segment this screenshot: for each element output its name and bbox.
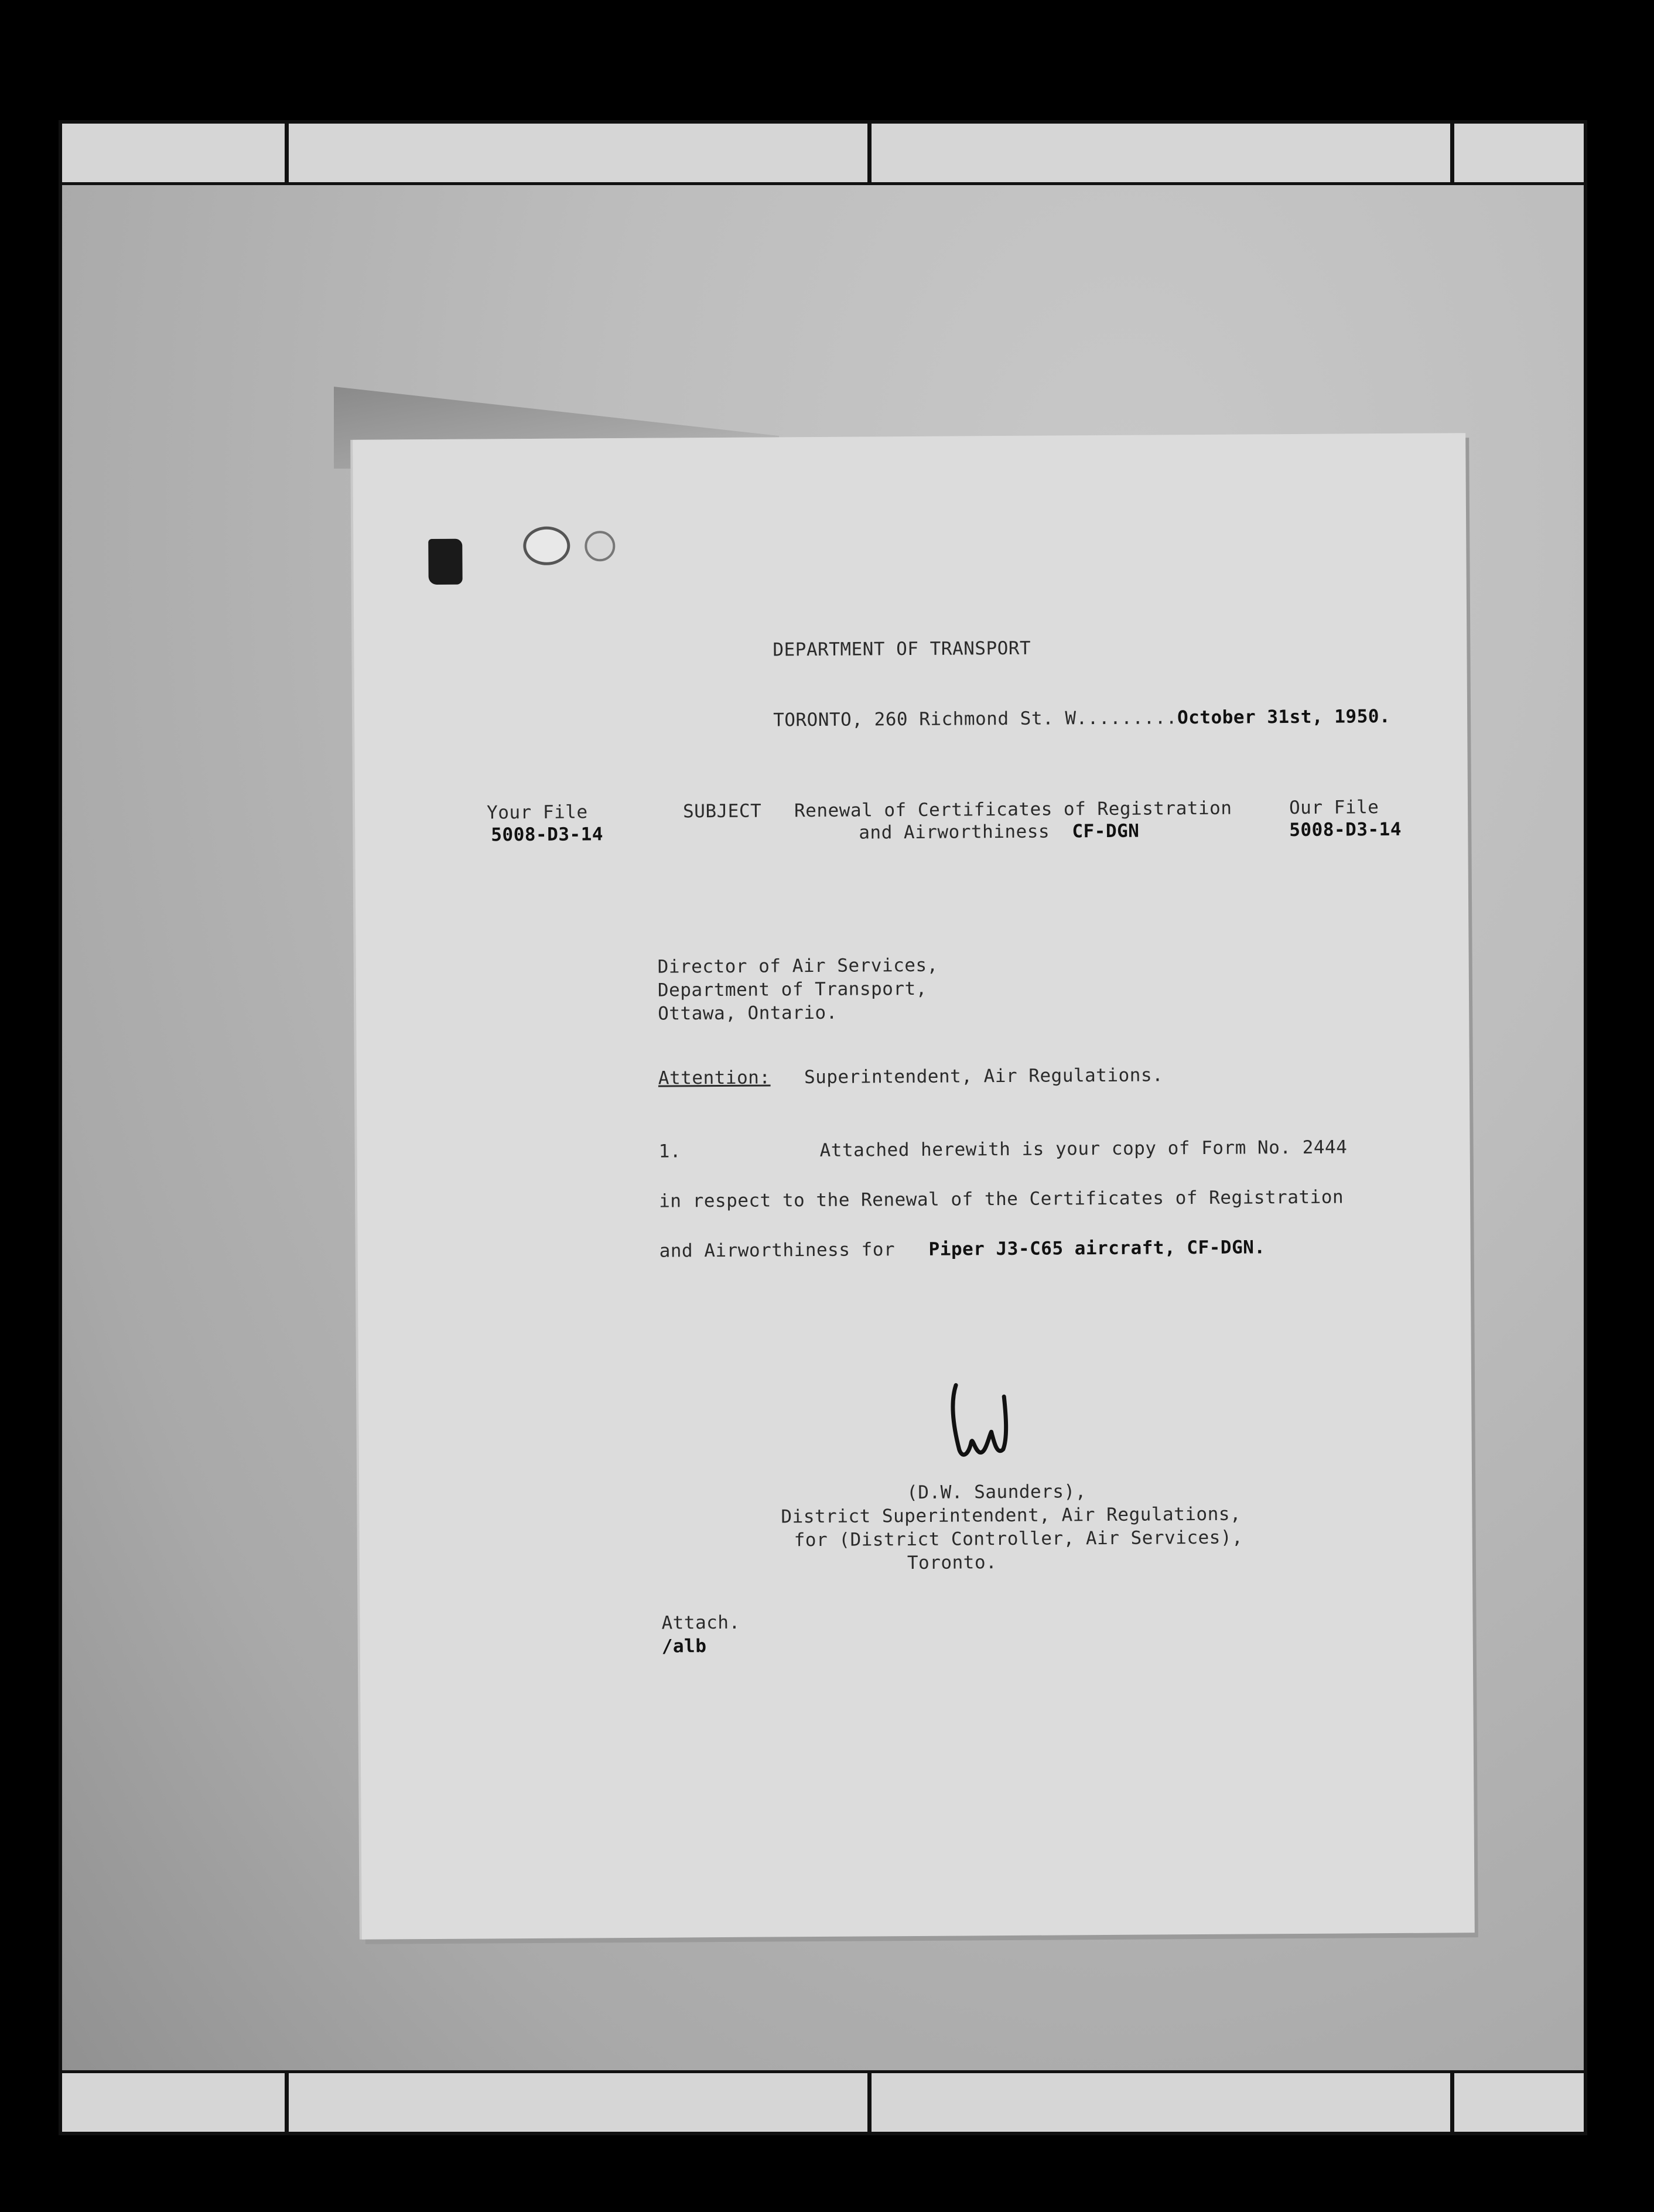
subject-line-1: Renewal of Certificates of Registration	[794, 797, 1232, 822]
frame-tick	[285, 2073, 289, 2132]
address-dots: ........	[1087, 707, 1178, 729]
your-file-number: 5008-D3-14	[491, 824, 604, 846]
frame-tick	[285, 124, 289, 182]
paragraph-number: 1.	[658, 1141, 682, 1162]
subject-label: SUBJECT	[682, 800, 762, 822]
signatory-name: (D.W. Saunders),	[907, 1481, 1086, 1504]
attach-note: Attach.	[661, 1612, 740, 1634]
frame-tick	[1450, 2073, 1454, 2132]
frame-tick	[1450, 124, 1454, 182]
attention-label: Attention:	[658, 1067, 771, 1089]
signatory-title-2: for (District Controller, Air Services),	[794, 1527, 1243, 1551]
letter-page	[353, 433, 1475, 1940]
punch-hole-icon	[585, 531, 615, 561]
recipient-line-3: Ottawa, Ontario.	[658, 1002, 838, 1025]
signatory-title-1: District Superintendent, Air Regulations,	[781, 1503, 1242, 1528]
frame-tick	[867, 124, 872, 182]
punch-hole-icon	[428, 539, 462, 585]
frame-top-strip	[62, 124, 1584, 185]
department-heading: DEPARTMENT OF TRANSPORT	[773, 637, 1031, 661]
subject-text: and Airworthiness	[859, 821, 1050, 844]
recipient-line-1: Director of Air Services,	[657, 954, 938, 978]
subject-line-2	[859, 821, 1139, 844]
handwritten-signature	[938, 1379, 1027, 1473]
address-line	[773, 706, 1390, 730]
attention-value: Superintendent, Air Regulations.	[804, 1064, 1164, 1088]
body-line-3	[659, 1237, 1266, 1261]
your-file-label: Your File	[486, 801, 588, 824]
our-file-number: 5008-D3-14	[1289, 818, 1402, 841]
body-line-2: in respect to the Renewal of the Certificates of Registration	[659, 1186, 1344, 1212]
punch-hole-icon	[523, 527, 570, 565]
signatory-title-3: Toronto.	[907, 1552, 997, 1574]
attention-line	[658, 1064, 1164, 1088]
body-line-3-prefix: and Airworthiness for	[659, 1239, 896, 1262]
our-file-label: Our File	[1289, 797, 1379, 819]
frame-bottom-strip	[62, 2070, 1584, 2132]
aircraft-designation: Piper J3-C65 aircraft, CF-DGN.	[928, 1237, 1266, 1260]
address: TORONTO, 260 Richmond St. W.	[773, 708, 1088, 731]
subject-registration: CF-DGN	[1072, 820, 1140, 842]
frame-tick	[867, 2073, 872, 2132]
recipient-line-2: Department of Transport,	[657, 978, 927, 1001]
typist-initials: /alb	[661, 1636, 707, 1657]
body-line-1: Attached herewith is your copy of Form No. 2444	[819, 1136, 1348, 1161]
letter-date: October 31st, 1950.	[1177, 706, 1391, 729]
